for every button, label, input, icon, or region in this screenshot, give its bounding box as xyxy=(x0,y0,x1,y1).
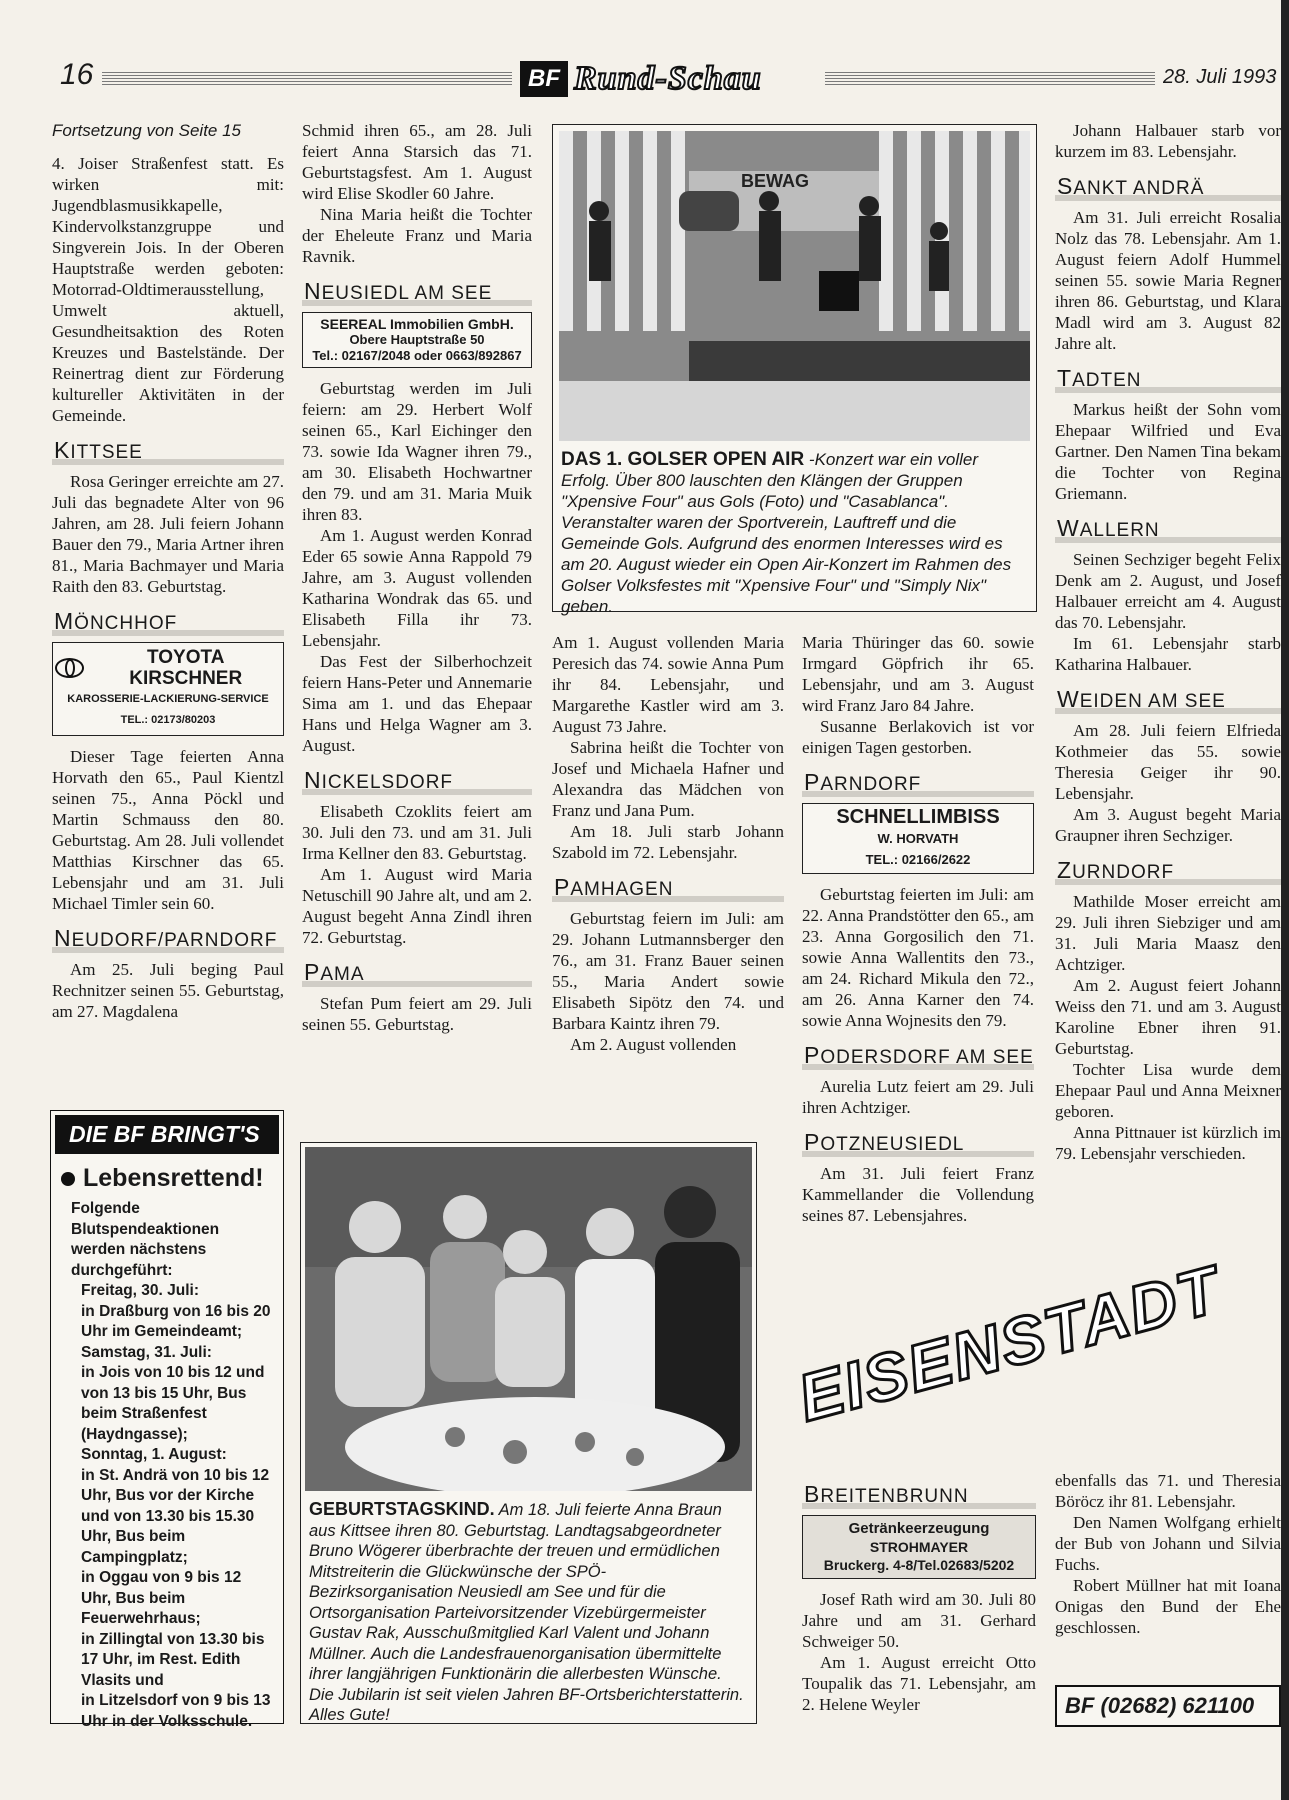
box-line: Sonntag, 1. August: xyxy=(81,1446,227,1463)
banner-text: BEWAG xyxy=(741,171,810,191)
heading-initial: W xyxy=(1057,686,1080,712)
heading-initial: K xyxy=(54,437,71,463)
col4-text-1: Maria Thüringer das 60. sowie Irmgard Göpfrich ihr 65. Lebensjahr, und am 3. August wird Franz Jaro 84 Jahre. xyxy=(802,633,1034,715)
concert-caption-text: -Konzert war ein voller Erfolg. Über 800 lauschten den Klängen der Gruppen "Xpensive Four" aus Gols (Foto) und "Casablanca". Veranstalter waren der Sportverein, Lauftreff und die Gemeinde Gols. Aufgrund des enormen Interesses wird es am 20. August wieder ein Open Air-Konzert im Rahmen des Golser Volksfestes mit "Xpensive Four" und "Simply Nix" geben. xyxy=(561,450,1012,616)
heading-rest: ADTEN xyxy=(1072,370,1142,391)
heading-initial: N xyxy=(54,925,72,951)
heading-rest: OTZNEUSIEDL xyxy=(820,1134,965,1155)
heading-rest: ALLERN xyxy=(1079,520,1160,541)
heading-initial: T xyxy=(1057,365,1073,391)
imbiss-ad-name: SCHNELLIMBISS xyxy=(836,806,1000,828)
podersdorf-text: Aurelia Lutz feiert am 29. Juli ihren Achtziger. xyxy=(802,1077,1034,1117)
sankt-andrae-text: Am 31. Juli erreicht Rosalia Nolz das 78. Lebensjahr. Am 1. August feiern Adolf Hummel seinen 55. sowie Maria Regner ihren 86. Geburtstag, und Klara Madl wird am 3. August 82 Jahre alt. xyxy=(1055,208,1281,353)
zurndorf-text-3: Tochter Lisa wurde dem Ehepaar Paul und Anna Meixner geboren. xyxy=(1055,1060,1281,1121)
header-rule-right xyxy=(825,72,1155,86)
continued-note: Fortsetzung von Seite 15 xyxy=(52,121,242,140)
col2-top-text: Schmid ihren 65., am 28. Juli feiert Anna Starsich das 71. Geburtstagsfest. Am 1. August wird Elise Skodler 60 Jahre. xyxy=(302,121,532,203)
birthday-caption xyxy=(301,1495,756,1730)
heading-rest: ANKT ANDRÄ xyxy=(1073,178,1205,199)
seereal-ad xyxy=(302,312,532,368)
heading-initial: P xyxy=(804,1042,821,1068)
heading-pamhagen xyxy=(552,875,784,902)
heading-initial: P xyxy=(804,1129,821,1155)
col3-text-1: Am 1. August vollenden Maria Peresich das 74. sowie Anna Pum ihr 84. Lebensjahr, und Margarethe Kastler wird am 3. August 73 Jahre. xyxy=(552,633,784,736)
heading-pama xyxy=(302,960,532,987)
birthday-photo-frame xyxy=(300,1142,757,1724)
heading-podersdorf xyxy=(802,1043,1034,1070)
page-number: 16 xyxy=(60,58,94,91)
strohmayer-ad-name: STROHMAYER xyxy=(869,1539,969,1555)
strohmayer-ad-type: Getränkeerzeugung xyxy=(848,1520,990,1537)
heading-initial: P xyxy=(304,959,321,985)
toyota-ad-phone: TEL.: 02173/80203 xyxy=(120,714,216,726)
box-line: Samstag, 31. Juli: xyxy=(81,1343,212,1361)
weiden-text-2: Am 3. August begeht Maria Graupner ihren Sechziger. xyxy=(1055,805,1281,845)
concert-caption xyxy=(553,447,1036,619)
seereal-ad-phone: Tel.: 02167/2048 oder 0663/892867 xyxy=(312,348,522,363)
blood-donation-box xyxy=(50,1110,284,1730)
toyota-ad-service: KAROSSERIE-LACKIERUNG-SERVICE xyxy=(67,693,269,705)
heading-sankt-andrae xyxy=(1055,174,1281,201)
box-line: in Draßburg von 16 bis 20 Uhr im Gemeindeamt; xyxy=(81,1302,271,1340)
masthead-logo xyxy=(520,60,762,98)
heading-weiden xyxy=(1055,687,1281,714)
heading-zurndorf xyxy=(1055,858,1281,885)
heading-rest: EUDORF/PARNDORF xyxy=(71,930,278,951)
header-rule-left xyxy=(102,72,512,86)
heading-rest: ICKELSDORF xyxy=(321,772,454,793)
col2-daughter-text: Nina Maria heißt die Tochter der Eheleute Franz und Maria Ravnik. xyxy=(302,205,532,266)
eisenstadt-right-text-1: ebenfalls das 71. und Theresia Böröcz ihr 81. Lebensjahr. xyxy=(1055,1471,1281,1511)
col4-text-2: Susanne Berlakovich ist vor einigen Tagen gestorben. xyxy=(802,717,1034,757)
heading-neudorf xyxy=(52,926,284,953)
logo-badge: BF xyxy=(520,61,568,97)
birthday-photo-image xyxy=(305,1147,752,1491)
birthday-caption-text: Am 18. Juli feierte Anna Braun aus Kittsee ihren 80. Geburtstag. Landtagsabgeordneter Bruno Wögerer überbrachte der treuen und ermüdlichen Mitstreiterin die Glückwünsche der SPÖ-Bezirksorganisation Neusiedl am See und für die Ortsorganisation Parteivorsitzender Vizebürgermeister Gustav Rak, Ausschußmitglied Karl Valent und Johann Müllner. Auch die Landesfrauenorganisation übermittelte ihrer langjährigen Funktionärin die allerbesten Wünsche. Die Jubilarin ist seit vielen Jahren BF-Ortsberichterstatterin. Alles Gute! xyxy=(309,1501,744,1724)
potzneusiedl-text: Am 31. Juli feiert Franz Kammellander die Vollendung seines 87. Lebensjahres. xyxy=(802,1164,1034,1225)
box-headline: Lebensrettend! xyxy=(83,1164,264,1192)
column-4 xyxy=(802,632,1034,1226)
concert-photo xyxy=(559,131,1030,441)
birthday-photo xyxy=(305,1147,752,1491)
moenchhof-text: Dieser Tage feierten Anna Horvath den 65., Paul Kientzl seinen 75., Anna Pöckl und Martin Schmauss den 80. Geburtstag. Am 28. Juli vollendet Matthias Kirschner das 65. Lebensjahr und am 31. Juli Michael Timler sein 60. xyxy=(52,747,284,913)
seereal-ad-name: SEEREAL Immobilien GmbH. xyxy=(320,316,514,332)
toyota-ad xyxy=(52,642,284,736)
eisenstadt-right-text-3: Robert Müllner hat mit Ioana Onigas den Bund der Ehe geschlossen. xyxy=(1055,1576,1281,1637)
pama-text: Stefan Pum feiert am 29. Juli seinen 55. Geburtstag. xyxy=(302,994,532,1034)
heading-initial: P xyxy=(554,874,571,900)
heading-rest: EIDEN AM SEE xyxy=(1079,691,1226,712)
heading-rest: EUSIEDL AM SEE xyxy=(321,283,493,304)
wallern-text-1: Seinen Sechziger begeht Felix Denk am 2. August, und Josef Halbauer erreicht am 4. August das 70. Lebensjahr. xyxy=(1055,550,1281,632)
bullet-icon xyxy=(61,1172,75,1186)
phone-box: BF (02682) 621100 xyxy=(1055,1685,1281,1727)
strohmayer-ad-address: Bruckerg. 4-8/Tel.02683/5202 xyxy=(823,1557,1015,1573)
heading-rest: ARNDORF xyxy=(820,774,922,795)
heading-parndorf xyxy=(802,770,1034,797)
heading-initial: W xyxy=(1057,515,1080,541)
toyota-logo-icon xyxy=(55,658,84,678)
toyota-ad-name: TOYOTA KIRSCHNER xyxy=(129,647,243,689)
heading-kittsee xyxy=(52,438,284,465)
neusiedl-text-3: Das Fest der Silberhochzeit feiern Hans-Peter und Annemarie Sima am 1. und das Ehepaar Hans und Helga Wagner am 3. August. xyxy=(302,652,532,755)
birthday-caption-title: GEBURTSTAGSKIND. xyxy=(309,1499,495,1519)
seereal-ad-address: Obere Hauptstraße 50 xyxy=(349,332,485,347)
heading-initial: N xyxy=(304,278,322,304)
zurndorf-text-2: Am 2. August feiert Johann Weiss den 71. und am 3. August Karoline Ebner ihren 91. Geburtstag. xyxy=(1055,976,1281,1058)
logo-text: Rund-Schau xyxy=(574,60,762,97)
box-line: in Litzelsdorf von 9 bis 13 Uhr in der Volksschule. xyxy=(81,1692,271,1730)
eisenstadt-right-column xyxy=(1055,1470,1281,1638)
neudorf-text: Am 25. Juli beging Paul Rechnitzer seinen 55. Geburtstag, am 27. Magdalena xyxy=(52,960,284,1021)
heading-initial: N xyxy=(304,767,322,793)
kittsee-text: Rosa Geringer erreichte am 27. Juli das begnadete Alter von 96 Jahren, am 28. Juli feiern Johann Bauer den 79., Maria Artner ihren 81., Maria Bachmayer und Maria Raith den 83. Geburtstag. xyxy=(52,472,284,596)
tadten-text: Markus heißt der Sohn vom Ehepaar Wilfried und Eva Gartner. Den Namen Tina bekam die Tochter von Regina Griemann. xyxy=(1055,400,1281,503)
heading-neusiedl xyxy=(302,279,532,306)
page-edge xyxy=(1281,0,1289,1800)
concert-photo-frame xyxy=(552,124,1037,616)
column-2 xyxy=(302,120,532,1035)
heading-rest: ODERSDORF AM SEE xyxy=(820,1047,1034,1068)
box-title: DIE BF BRINGT'S xyxy=(55,1115,279,1154)
zurndorf-text-4: Anna Pittnauer ist kürzlich im 79. Lebensjahr verschieden. xyxy=(1055,1123,1281,1163)
heading-rest: URNDORF xyxy=(1072,862,1175,883)
neusiedl-text-1: Geburtstag werden im Juli feiern: am 29. Herbert Wolf seinen 65., Karl Eichinger den 73. sowie Ida Wagner ihren 79., am 30. Elisabeth Hochwartner den 79. und am 31. Maria Muik ihren 83. xyxy=(302,379,532,524)
heading-rest: REITENBRUNN xyxy=(820,1486,969,1507)
heading-initial: S xyxy=(1057,173,1074,199)
heading-initial: Z xyxy=(1057,857,1073,883)
breitenbrunn-text-1: Josef Rath wird am 30. Juli 80 Jahre und am 31. Gerhard Schweiger 50. xyxy=(802,1590,1036,1651)
nickelsdorf-text-1: Elisabeth Czoklits feiert am 30. Juli den 73. und am 31. Juli Irma Kellner den 83. Geburtstag. xyxy=(302,802,532,863)
col5-top-text: Johann Halbauer starb vor kurzem im 83. Lebensjahr. xyxy=(1055,121,1281,161)
jois-text: 4. Joiser Straßenfest statt. Es wirken mit: Jugendblasmusikkapelle, Kindervolkstanzgruppe und Singverein Jois. In der Oberen Hauptstraße werden geboten: Motorrad-Oldtimerausstellung, Umwelt aktuell, Gesundheitsaktion des Roten Kreuzes und Bastelstände. Der Reinertrag dient zur Förderung kultureller Aktivitäten in der Gemeinde. xyxy=(52,154,284,425)
eisenstadt-title: EISENSTADT xyxy=(790,1251,1229,1436)
col3-text-3: Am 18. Juli starb Johann Szabold im 72. Lebensjahr. xyxy=(552,822,784,862)
eisenstadt-right-text-2: Den Namen Wolfgang erhielt der Bub von Johann und Silvia Fuchs. xyxy=(1055,1513,1281,1574)
box-intro: Folgende Blutspendeaktionen werden nächstens durchgeführt: xyxy=(71,1200,220,1279)
parndorf-text: Geburtstag feierten im Juli: am 22. Anna Prandstötter den 65., am 23. Anna Gorgosilich den 71. sowie Anna Wallentits den 73., am 24. Richard Mikula den 72., am 26. Anna Karner den 74. sowie Anna Wojnesits den 79. xyxy=(802,885,1034,1030)
imbiss-ad-owner: W. HORVATH xyxy=(877,831,959,846)
imbiss-ad xyxy=(802,803,1034,874)
neusiedl-text-2: Am 1. August werden Konrad Eder 65 sowie Anna Rappold 79 Jahre, am 3. August vollenden Katharina Wondrak das 65. und Elisabeth Filla ihr 73. Lebensjahr. xyxy=(302,526,532,650)
heading-initial: B xyxy=(804,1481,821,1507)
heading-rest: AMHAGEN xyxy=(570,879,674,900)
wallern-text-2: Im 61. Lebensjahr starb Katharina Halbauer. xyxy=(1055,634,1281,674)
heading-tadten xyxy=(1055,366,1281,393)
breitenbrunn-column xyxy=(802,1470,1036,1715)
box-line: Freitag, 30. Juli: xyxy=(81,1282,200,1299)
heading-potzneusiedl xyxy=(802,1130,1034,1157)
nickelsdorf-text-2: Am 1. August wird Maria Netuschill 90 Jahre alt, und am 2. August begeht Anna Zindl ihren 72. Geburtstag. xyxy=(302,865,532,947)
zurndorf-text-1: Mathilde Moser erreicht am 29. Juli ihren Siebziger und am 31. Juli Maria Maasz den Achtziger. xyxy=(1055,892,1281,974)
heading-breitenbrunn xyxy=(802,1482,1036,1509)
heading-rest: AMA xyxy=(320,964,365,985)
heading-moenchhof xyxy=(52,609,284,636)
box-line: in Oggau von 9 bis 12 Uhr, Bus beim Feuerwehrhaus; xyxy=(81,1569,242,1627)
pamhagen-text-1: Geburtstag feiern im Juli: am 29. Johann Lutmannsberger den 76., am 31. Franz Bauer seinen 55., Maria Andert sowie Elisabeth Sipötz den 74. und Barbara Kaintz ihren 79. xyxy=(552,909,784,1033)
column-5 xyxy=(1055,120,1281,1164)
concert-caption-title: DAS 1. GOLSER OPEN AIR xyxy=(561,449,805,470)
box-line: in Zillingtal von 13.30 bis 17 Uhr, im Rest. Edith Vlasits und xyxy=(81,1630,265,1689)
col3-text-2: Sabrina heißt die Tochter von Josef und Michaela Hafner und Alexandra das Mädchen von Franz und Jana Pum. xyxy=(552,738,784,820)
heading-initial: P xyxy=(804,769,821,795)
heading-rest: ÖNCHHOF xyxy=(74,613,178,634)
issue-date: 28. Juli 1993 xyxy=(1163,66,1277,88)
heading-initial: M xyxy=(54,608,75,634)
strohmayer-ad xyxy=(802,1515,1036,1579)
imbiss-ad-phone: TEL.: 02166/2622 xyxy=(865,852,971,867)
pamhagen-text-2: Am 2. August vollenden xyxy=(570,1035,737,1054)
heading-wallern xyxy=(1055,516,1281,543)
weiden-text-1: Am 28. Juli feiern Elfrieda Kothmeier das 55. sowie Theresia Geiger ihr 90. Lebensjahr. xyxy=(1055,721,1281,803)
box-line: in Jois von 10 bis 12 und von 13 bis 15 Uhr, Bus beim Straßenfest (Haydngasse); xyxy=(81,1364,265,1443)
heading-rest: ITTSEE xyxy=(70,442,143,463)
breitenbrunn-text-2: Am 1. August erreicht Otto Toupalik das 71. Lebensjahr, am 2. Helene Weyler xyxy=(802,1653,1036,1714)
box-line: in St. Andrä von 10 bis 12 Uhr, Bus vor der Kirche und von 13.30 bis 15.30 Uhr, Bus beim Campingplatz; xyxy=(81,1466,270,1566)
column-1 xyxy=(52,120,284,1022)
column-3 xyxy=(552,632,784,1055)
heading-nickelsdorf xyxy=(302,768,532,795)
